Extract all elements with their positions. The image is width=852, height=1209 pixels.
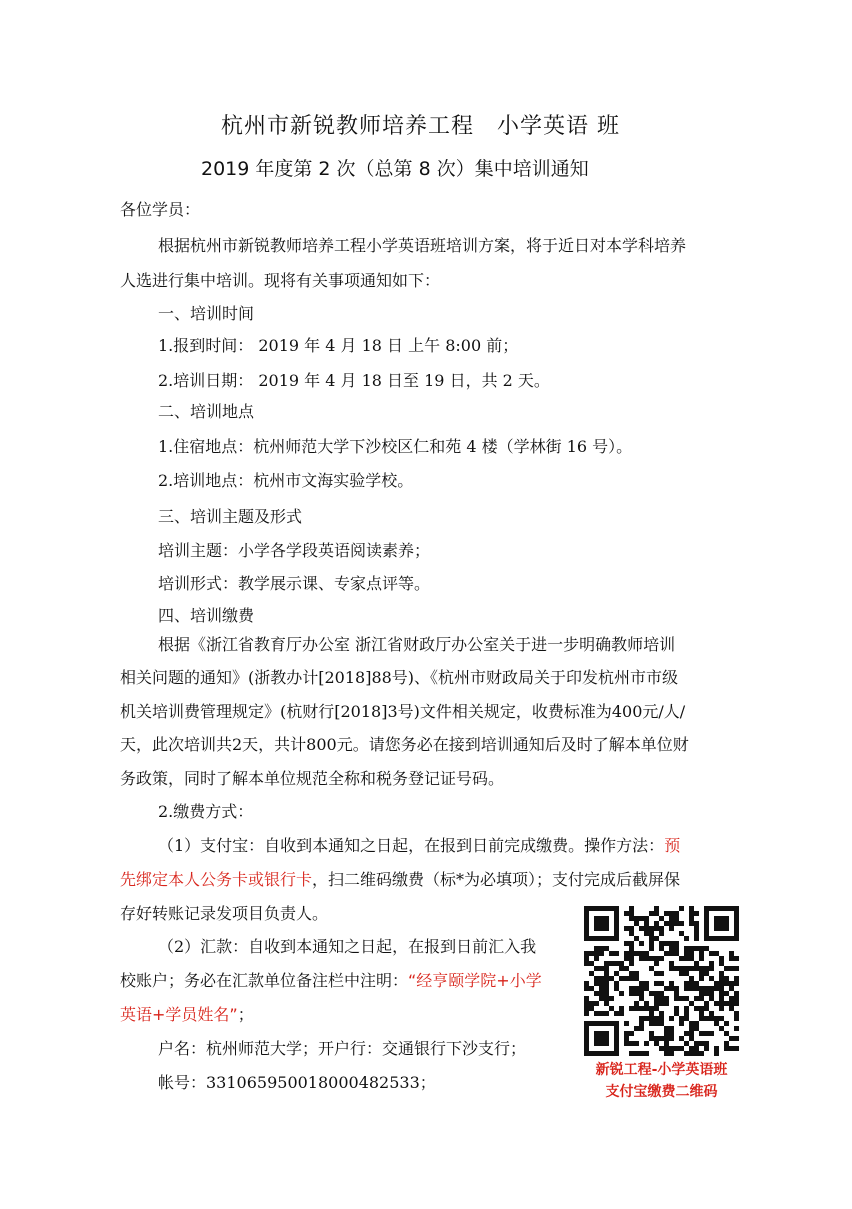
account-number: 帐号：331065950018000482533；: [158, 1073, 436, 1092]
alipay-instructions-cont: ，扫二维码缴费（标*为必填项）；支付完成后截屏保: [312, 870, 681, 889]
alipay-highlight-start: 预: [664, 836, 681, 855]
section-heading-theme: 三、培训主题及形式: [158, 507, 303, 526]
checkin-time: 1.报到时间： 2019 年 4 月 18 日 上午 8:00 前；: [158, 336, 519, 355]
alipay-line-1: [158, 838, 680, 854]
fee-paragraph-line-3: 机关培训费管理规定》(杭财行[2018]3号)文件相关规定，收费标准为400元/人/: [120, 702, 686, 721]
page-title: 杭州市新锐教师培养工程 小学英语 班: [221, 114, 620, 139]
intro-line-1: 根据杭州市新锐教师培养工程小学英语班培训方案，将于近日对本学科培养: [158, 236, 687, 255]
training-dates: 2.培训日期： 2019 年 4 月 18 日至 19 日，共 2 天。: [158, 371, 550, 390]
section-heading-location: 二、培训地点: [158, 402, 255, 421]
training-location: 2.培训地点：杭州市文海实验学校。: [158, 471, 414, 490]
qr-caption-line-2: 支付宝缴费二维码: [605, 1084, 718, 1100]
alipay-highlight-bind-card: 先绑定本人公务卡或银行卡: [120, 870, 313, 889]
alipay-line-2: [120, 872, 680, 888]
payment-method-heading: 2.缴费方式：: [158, 802, 254, 821]
remit-line-3: [120, 1007, 254, 1023]
alipay-instructions: （1）支付宝：自收到本通知之日起，在报到日前完成缴费。操作方法：: [158, 836, 665, 855]
qr-code-icon[interactable]: [584, 906, 739, 1056]
remit-line-1: （2）汇款：自收到本通知之日起，在报到日前汇入我: [158, 937, 537, 956]
fee-paragraph-line-2: 相关问题的通知》(浙教办计[2018]88号)、《杭州市财政局关于印发杭州市市级: [120, 668, 679, 687]
lodging-location: 1.住宿地点：杭州师范大学下沙校区仁和苑 4 楼（学林街 16 号）。: [158, 437, 633, 456]
salutation: 各位学员：: [120, 200, 201, 219]
account-name: 户名：杭州师范大学；开户行：交通银行下沙支行；: [158, 1039, 527, 1058]
fee-paragraph-line-5: 务政策，同时了解本单位规范全称和税务登记证号码。: [120, 769, 505, 788]
fee-paragraph-line-1: 根据《浙江省教育厅办公室 浙江省财政厅办公室关于进一步明确教师培训: [158, 635, 676, 654]
remit-note-highlight-cont: 英语+学员姓名”: [120, 1005, 238, 1024]
alipay-line-3: 存好转账记录发项目负责人。: [120, 904, 329, 923]
intro-line-2: 人选进行集中培训。现将有关事项通知如下：: [120, 271, 441, 290]
page-subtitle: 2019 年度第 2 次（总第 8 次）集中培训通知: [201, 158, 589, 180]
remit-instructions: 校账户；务必在汇款单位备注栏中注明：: [120, 971, 409, 990]
training-format: 培训形式：教学展示课、专家点评等。: [158, 574, 431, 593]
fee-paragraph-line-4: 天，此次培训共2天，共计800元。请您务必在接到培训通知后及时了解本单位财: [120, 735, 689, 754]
remit-note-highlight: “经亨颐学院+小学: [408, 971, 542, 990]
remit-note-end: ；: [237, 1005, 254, 1024]
training-theme: 培训主题：小学各学段英语阅读素养；: [158, 541, 431, 560]
remit-line-2: [120, 973, 542, 989]
section-heading-time: 一、培训时间: [158, 304, 255, 323]
qr-caption-line-1: 新锐工程-小学英语班: [595, 1062, 728, 1078]
section-heading-fee: 四、培训缴费: [158, 606, 255, 625]
